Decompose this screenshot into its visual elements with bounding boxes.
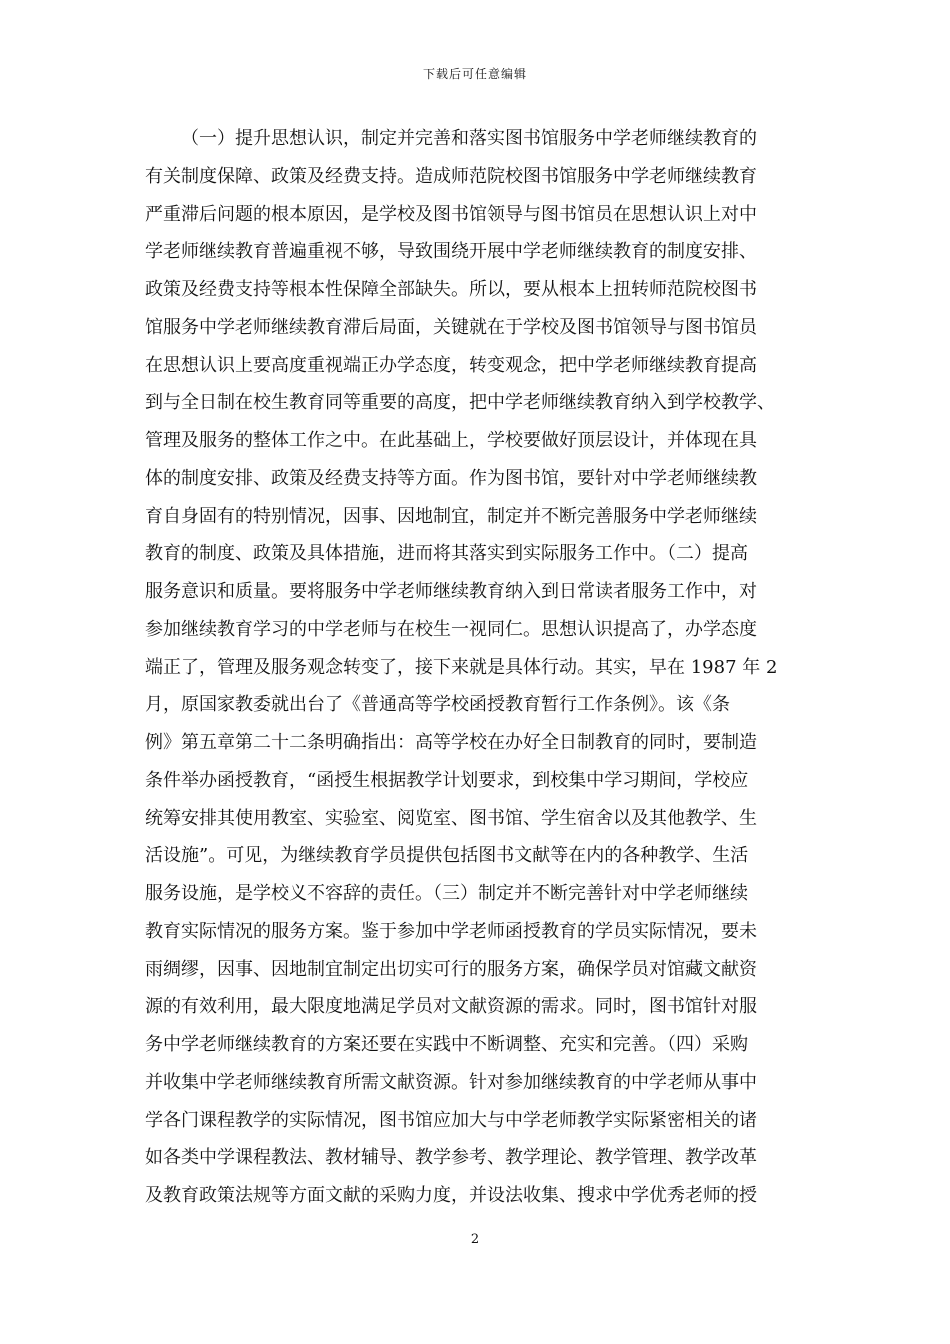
- text-line: 如各类中学课程教法、教材辅导、教学参考、教学理论、教学管理、教学改革: [145, 1147, 757, 1169]
- text-line: 政策及经费支持等根本性保障全部缺失。所以，要从根本上扭转师范院校图书: [145, 279, 757, 300]
- text-line: 及教育政策法规等方面文献的采购力度，并设法收集、搜求中学优秀老师的授: [145, 1185, 757, 1206]
- text-line: 源的有效利用，最大限度地满足学员对文献资源的需求。同时，图书馆针对服: [145, 996, 757, 1018]
- text-line: 服务意识和质量。要将服务中学老师继续教育纳入到日常读者服务工作中，对: [145, 581, 757, 602]
- page-number: 2: [470, 1232, 480, 1247]
- text-line: 育自身固有的特别情况，因事、因地制宜，制定并不断完善服务中学老师继续: [145, 505, 757, 527]
- text-line: 条件举办函授教育，“函授生根据教学计划要求，到校集中学习期间，学校应: [145, 769, 749, 791]
- text-line: 服务设施，是学校义不容辞的责任。（三）制定并不断完善针对中学老师继续: [145, 883, 748, 904]
- text-line: 例》第五章第二十二条明确指出：高等学校在办好全日制教育的同时，要制造: [145, 732, 757, 753]
- text-line: 教育的制度、政策及具体措施，进而将其落实到实际服务工作中。（二）提高: [145, 543, 748, 565]
- text-line: 雨绸缪，因事、因地制宜制定出切实可行的服务方案，确保学员对馆藏文献资: [145, 958, 757, 980]
- text-line: 馆服务中学老师继续教育滞后局面，关键就在于学校及图书馆领导与图书馆员: [145, 316, 757, 338]
- page-header: 下载后可任意编辑: [422, 67, 527, 81]
- text-line: 管理及服务的整体工作之中。在此基础上，学校要做好顶层设计，并体现在具: [145, 430, 757, 451]
- body-paragraph: [145, 120, 817, 1215]
- text-line: 月，原国家教委就出台了《普通高等学校函授教育暂行工作条例》。该《条: [145, 694, 730, 716]
- text-line: （一）提升思想认识，制定并完善和落实图书馆服务中学老师继续教育的: [181, 128, 757, 149]
- text-line: 统筹安排其使用教室、实验室、阅览室、图书馆、学生宿舍以及其他教学、生: [145, 807, 757, 829]
- text-line: 有关制度保障、政策及经费支持。造成师范院校图书馆服务中学老师继续教育: [145, 165, 757, 187]
- text-line: 学老师继续教育普遍重视不够，导致围绕开展中学老师继续教育的制度安排、: [145, 241, 757, 263]
- text-line: 到与全日制在校生教育同等重要的高度，把中学老师继续教育纳入到学校教学、: [145, 392, 775, 414]
- text-line: 务中学老师继续教育的方案还要在实践中不断调整、充实和完善。（四）采购: [145, 1034, 748, 1055]
- text-line: 体的制度安排、政策及经费支持等方面。作为图书馆，要针对中学老师继续教: [145, 467, 757, 489]
- text-line: 教育实际情况的服务方案。鉴于参加中学老师函授教育的学员实际情况，要未: [145, 920, 757, 942]
- text-line: 活设施”。可见，为继续教育学员提供包括图书文献等在内的各种教学、生活: [145, 845, 749, 867]
- text-line: 并收集中学老师继续教育所需文献资源。针对参加继续教育的中学老师从事中: [145, 1071, 757, 1093]
- text-line: 端正了，管理及服务观念转变了，接下来就是具体行动。其实，早在 1987 年 2: [145, 656, 778, 678]
- text-line: 在思想认识上要高度重视端正办学态度，转变观念，把中学老师继续教育提高: [145, 354, 757, 376]
- text-line: 参加继续教育学习的中学老师与在校生一视同仁。思想认识提高了，办学态度: [145, 618, 757, 640]
- text-line: 严重滞后问题的根本原因，是学校及图书馆领导与图书馆员在思想认识上对中: [145, 203, 757, 225]
- text-line: 学各门课程教学的实际情况，图书馆应加大与中学老师教学实际紧密相关的诸: [145, 1109, 757, 1131]
